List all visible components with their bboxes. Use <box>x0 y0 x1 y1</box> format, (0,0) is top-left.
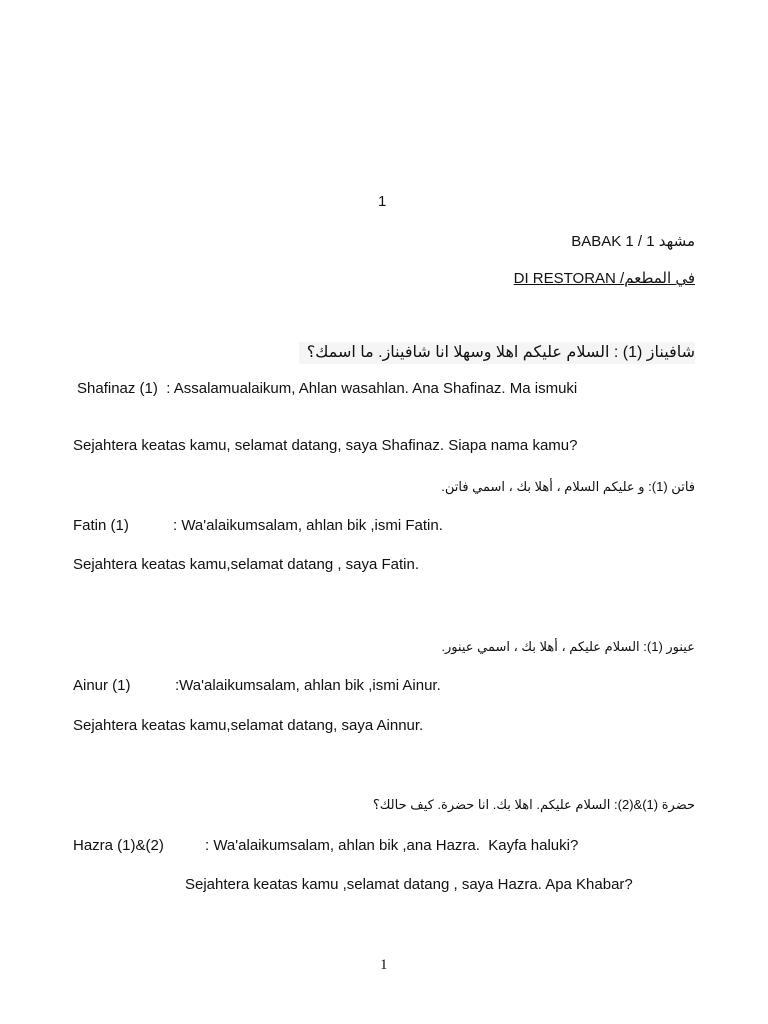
dialogue-1-arabic: شافيناز (1) : السلام عليكم اهلا وسهلا انا شافيناز. ما اسمك؟ <box>299 342 695 364</box>
dialogue-4-arabic: حضرة (1)&(2): السلام عليكم. اهلا بك. انا حضرة. كيف حالك؟ <box>372 797 695 812</box>
dialogue-3-line: :Wa'alaikumsalam, ahlan bik ,ismi Ainur. <box>175 677 441 694</box>
scene-heading: BABAK 1 / 1 مشهد <box>571 233 695 250</box>
dialogue-2-speaker: Fatin (1) <box>73 517 129 534</box>
location-heading: DI RESTORAN /في المطعم <box>513 270 695 287</box>
page-number-top: 1 <box>378 193 387 210</box>
dialogue-3-translation: Sejahtera keatas kamu,selamat datang, saya Ainnur. <box>73 717 424 734</box>
dialogue-2-arabic: فاتن (1): و عليكم السلام ، أهلا بك ، اسمي فاتن. <box>441 479 695 494</box>
dialogue-3-speaker: Ainur (1) <box>73 677 131 694</box>
dialogue-2-line: : Wa'alaikumsalam, ahlan bik ,ismi Fatin. <box>173 517 443 534</box>
dialogue-4-speaker: Hazra (1)&(2) <box>73 837 164 854</box>
dialogue-4-line: : Wa'alaikumsalam, ahlan bik ,ana Hazra. Kayfa haluki? <box>205 837 579 854</box>
dialogue-3-arabic: عينور (1): السلام عليكم ، أهلا بك ، اسمي عينور. <box>441 639 695 654</box>
dialogue-1-translation: Sejahtera keatas kamu, selamat datang, saya Shafinaz. Siapa nama kamu? <box>73 437 578 454</box>
dialogue-2-translation: Sejahtera keatas kamu,selamat datang , saya Fatin. <box>73 556 420 573</box>
dialogue-1-transliteration: Shafinaz (1) : Assalamualaikum, Ahlan wasahlan. Ana Shafinaz. Ma ismuki <box>77 380 578 397</box>
dialogue-4-translation: Sejahtera keatas kamu ,selamat datang , saya Hazra. Apa Khabar? <box>185 876 633 893</box>
page-number-footer: 1 <box>380 957 388 973</box>
